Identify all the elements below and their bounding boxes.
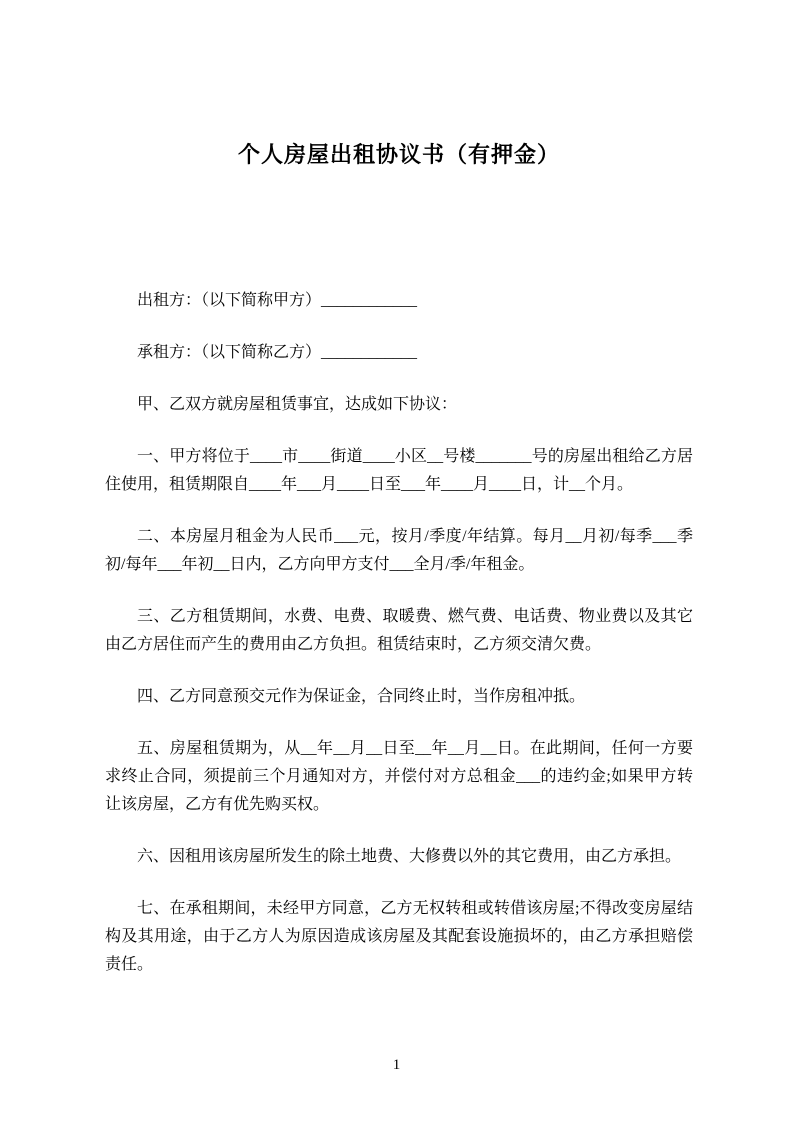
document-title: 个人房屋出租协议书（有押金） — [237, 142, 560, 167]
paragraph-intro: 甲、乙双方就房屋租赁事宜，达成如下协议： — [137, 396, 458, 413]
paragraph-lessor: 出租方：（以下简称甲方）____________ — [137, 292, 418, 309]
document-body — [105, 287, 693, 979]
paragraph-clause-3: 三、乙方租赁期间，水费、电费、取暖费、燃气费、电话费、物业费以及其它由乙方居住而产生的费用由乙方负担。租赁结束时，乙方须交清欠费。 — [105, 608, 693, 653]
paragraph-clause-1: 一、甲方将位于____市____街道____小区__号楼_______号的房屋出租给乙方居住使用，租赁期限自____年___月____日至___年____月____日，计__个月。 — [105, 448, 693, 493]
paragraph-clause-6: 六、因租用该房屋所发生的除土地费、大修费以外的其它费用，由乙方承担。 — [137, 848, 682, 865]
paragraph-clause-7: 七、在承租期间，未经甲方同意，乙方无权转租或转借该房屋;不得改变房屋结构及其用途，由于乙方人为原因造成该房屋及其配套设施损坏的，由乙方承担赔偿责任。 — [105, 900, 693, 973]
paragraph-clause-4: 四、乙方同意预交元作为保证金，合同终止时，当作房租冲抵。 — [137, 688, 586, 705]
paragraph-clause-2: 二、本房屋月租金为人民币___元，按月/季度/年结算。每月__月初/每季___季初/每年___年初__日内，乙方向甲方支付___全月/季/年租金。 — [105, 528, 693, 573]
page-number: 1 — [392, 1057, 401, 1073]
paragraph-lessee: 承租方：（以下简称乙方）____________ — [137, 344, 418, 361]
paragraph-clause-5: 五、房屋租赁期为，从__年__月__日至__年__月__日。在此期间，任何一方要求终止合同，须提前三个月通知对方，并偿付对方总租金___的违约金;如果甲方转让该房屋，乙方有优先购买权。 — [105, 740, 693, 813]
